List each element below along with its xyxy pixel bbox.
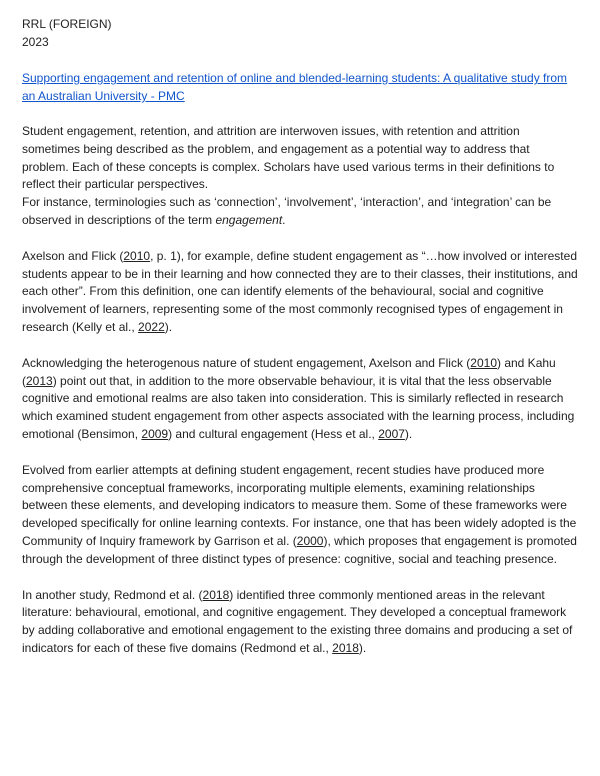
p1-text-a: Student engagement, retention, and attrition are interwoven issues, with retention and attrition sometimes being described as the problem, and engagement as a potential way to address that problem. Each of these concepts is complex. Scholars have used various terms in their definitions to reflect their particular perspectives.: [22, 124, 555, 192]
p1-text-end: .: [282, 212, 286, 227]
paragraph-5: [22, 587, 578, 658]
citation-link[interactable]: 2018: [332, 640, 359, 655]
p3-text-3: ) point out that, in addition to the more observable behaviour, it is vital that the less observable cognitive and emotional realms are also taken into consideration. This is similarly reflected in research which examined student engagement from other aspects associated with the learning process, including emotional (Bensimon,: [22, 373, 575, 441]
p2-text-3: ).: [164, 319, 173, 334]
paragraph-3: [22, 355, 578, 444]
p2-text-2: , p. 1), for example, define student engagement as “…how involved or interested students appear to be in their learning and how connected they are to their classes, their institutions, and each other”. From this definition, one can identify elements of the behavioural, social and cognitive involvement of learners, representing some of the most commonly recognised types of engagement in research (Kelly et al.,: [22, 248, 578, 334]
doc-header-year: 2023: [22, 35, 49, 49]
p3-text-1: Acknowledging the heterogenous nature of student engagement, Axelson and Flick (: [22, 355, 471, 370]
p2-text-1: Axelson and Flick (: [22, 248, 124, 263]
p5-text-3: ).: [358, 640, 367, 655]
doc-header-label: RRL (FOREIGN): [22, 17, 112, 31]
p1-emphasis: engagement: [215, 212, 283, 227]
citation-link[interactable]: 2010: [470, 355, 497, 370]
p1-text-b: For instance, terminologies such as ‘connection’, ‘involvement’, ‘interaction’, and ‘integration’ can be observed in descriptions of the term: [22, 195, 552, 227]
citation-link[interactable]: 2000: [296, 533, 324, 548]
p3-text-2: ) and Kahu (: [22, 355, 556, 388]
source-article-link[interactable]: Supporting engagement and retention of online and blended-learning students: A qualitative study from an Australian University - PMC: [22, 71, 568, 103]
citation-link[interactable]: 2007: [378, 426, 405, 441]
p3-text-4: ) and cultural engagement (Hess et al.,: [168, 426, 379, 441]
p5-text-2: ) identified three commonly mentioned areas in the relevant literature: behavioural, emotional, and cognitive engagement. They developed a conceptual framework by adding collaborative and emotional engagement to the existing three domains and producing a set of indicators for each of these five domains (Redmond et al.,: [22, 587, 573, 655]
paragraph-4: [22, 462, 578, 569]
p4-text-2: ), which proposes that engagement is promoted through the development of three distinct types of presence: cognitive, social and teaching presence.: [22, 533, 577, 566]
citation-link[interactable]: 2009: [141, 426, 169, 441]
citation-link[interactable]: 2018: [202, 587, 230, 602]
p4-text-1: Evolved from earlier attempts at defining student engagement, recent studies have produced more comprehensive conceptual frameworks, incorporating multiple elements, examining relationships between these elements, and developing indicators to measure them. Some of these frameworks were developed specifically for online learning contexts. For instance, one that has been widely adopted is the Community of Inquiry framework by Garrison et al. (: [22, 462, 577, 548]
citation-link[interactable]: 2022: [138, 319, 165, 334]
citation-link[interactable]: 2010: [123, 248, 151, 263]
p3-text-5: ).: [404, 426, 413, 441]
p5-text-1: In another study, Redmond et al. (: [22, 587, 203, 602]
paragraph-1: [22, 123, 578, 230]
citation-link[interactable]: 2013: [26, 373, 53, 388]
paragraph-2: [22, 248, 578, 337]
